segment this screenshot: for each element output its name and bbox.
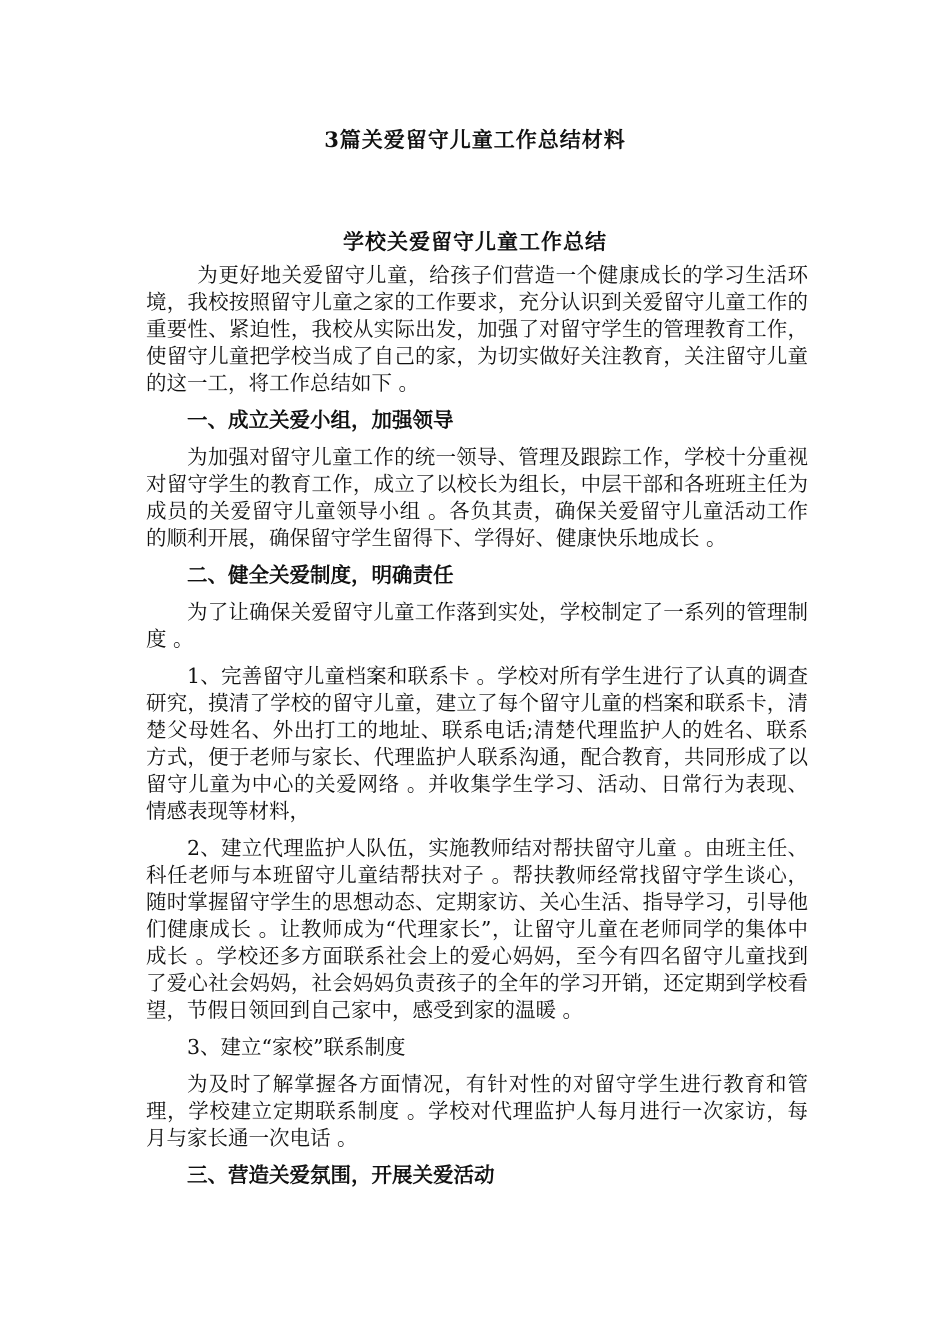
document-body: [146, 262, 808, 1199]
document-title: 3篇关爱留守儿童工作总结材料: [324, 127, 626, 152]
paragraph-item-2: 2、建立代理监护人队伍，实施教师结对帮扶留守儿童 。由班主任、科任老师与本班留守儿童结帮扶对子 。帮扶教师经常找留守学生谈心，随时掌握留守学生的思想动态、定期家访、关心生活、指导学习，引导他们健康成长 。让教师成为“代理家长”，让留守儿童在老师同学的集体中成长 。学校还多方面联系社会上的爱心妈妈，至今有四名留守儿童找到了爱心社会妈妈，社会妈妈负责孩子的全年的学习开销，还定期到学校看望，节假日领回到自己家中，感受到家的温暖 。: [146, 836, 808, 1022]
paragraph-leadership: 为加强对留守儿童工作的统一领导、管理及跟踪工作，学校十分重视对留守学生的教育工作，成立了以校长为组长，中层干部和各班班主任为成员的关爱留守儿童领导小组 。各负其责，确保关爱留守儿童活动工作的顺利开展，确保留守学生留得下、学得好、健康快乐地成长 。: [146, 445, 808, 550]
heading-1: 一、成立关爱小组，加强领导: [187, 408, 454, 432]
paragraph-item-3: 3、建立“家校”联系制度: [187, 1035, 406, 1059]
heading-2: 二、健全关爱制度，明确责任: [187, 563, 454, 587]
heading-3: 三、营造关爱氛围，开展关爱活动: [187, 1163, 495, 1187]
section-title: 学校关爱留守儿童工作总结: [343, 229, 607, 254]
paragraph-item-1: 1、完善留守儿童档案和联系卡 。学校对所有学生进行了认真的调查研究，摸清了学校的留守儿童，建立了每个留守儿童的档案和联系卡，清楚父母姓名、外出打工的地址、联系电话;清楚代理监护人的姓名、联系方式，便于老师与家长、代理监护人联系沟通，配合教育，共同形成了以留守儿童为中心的关爱网络 。并收集学生学习、活动、日常行为表现、情感表现等材料，: [146, 664, 808, 823]
paragraph-contact: 为及时了解掌握各方面情况，有针对性的对留守学生进行教育和管理，学校建立定期联系制度 。学校对代理监护人每月进行一次家访，每月与家长通一次电话 。: [146, 1072, 808, 1150]
paragraph-system: 为了让确保关爱留守儿童工作落到实处，学校制定了一系列的管理制度 。: [146, 600, 808, 651]
intro-paragraph: 为更好地关爱留守儿童，给孩子们营造一个健康成长的学习生活环境，我校按照留守儿童之家的工作要求，充分认识到关爱留守儿童工作的重要性、紧迫性，我校从实际出发，加强了对留守学生的管理教育工作，使留守儿童把学校当成了自己的家，为切实做好关注教育，关注留守儿童的这一工，将工作总结如下 。: [146, 263, 808, 395]
